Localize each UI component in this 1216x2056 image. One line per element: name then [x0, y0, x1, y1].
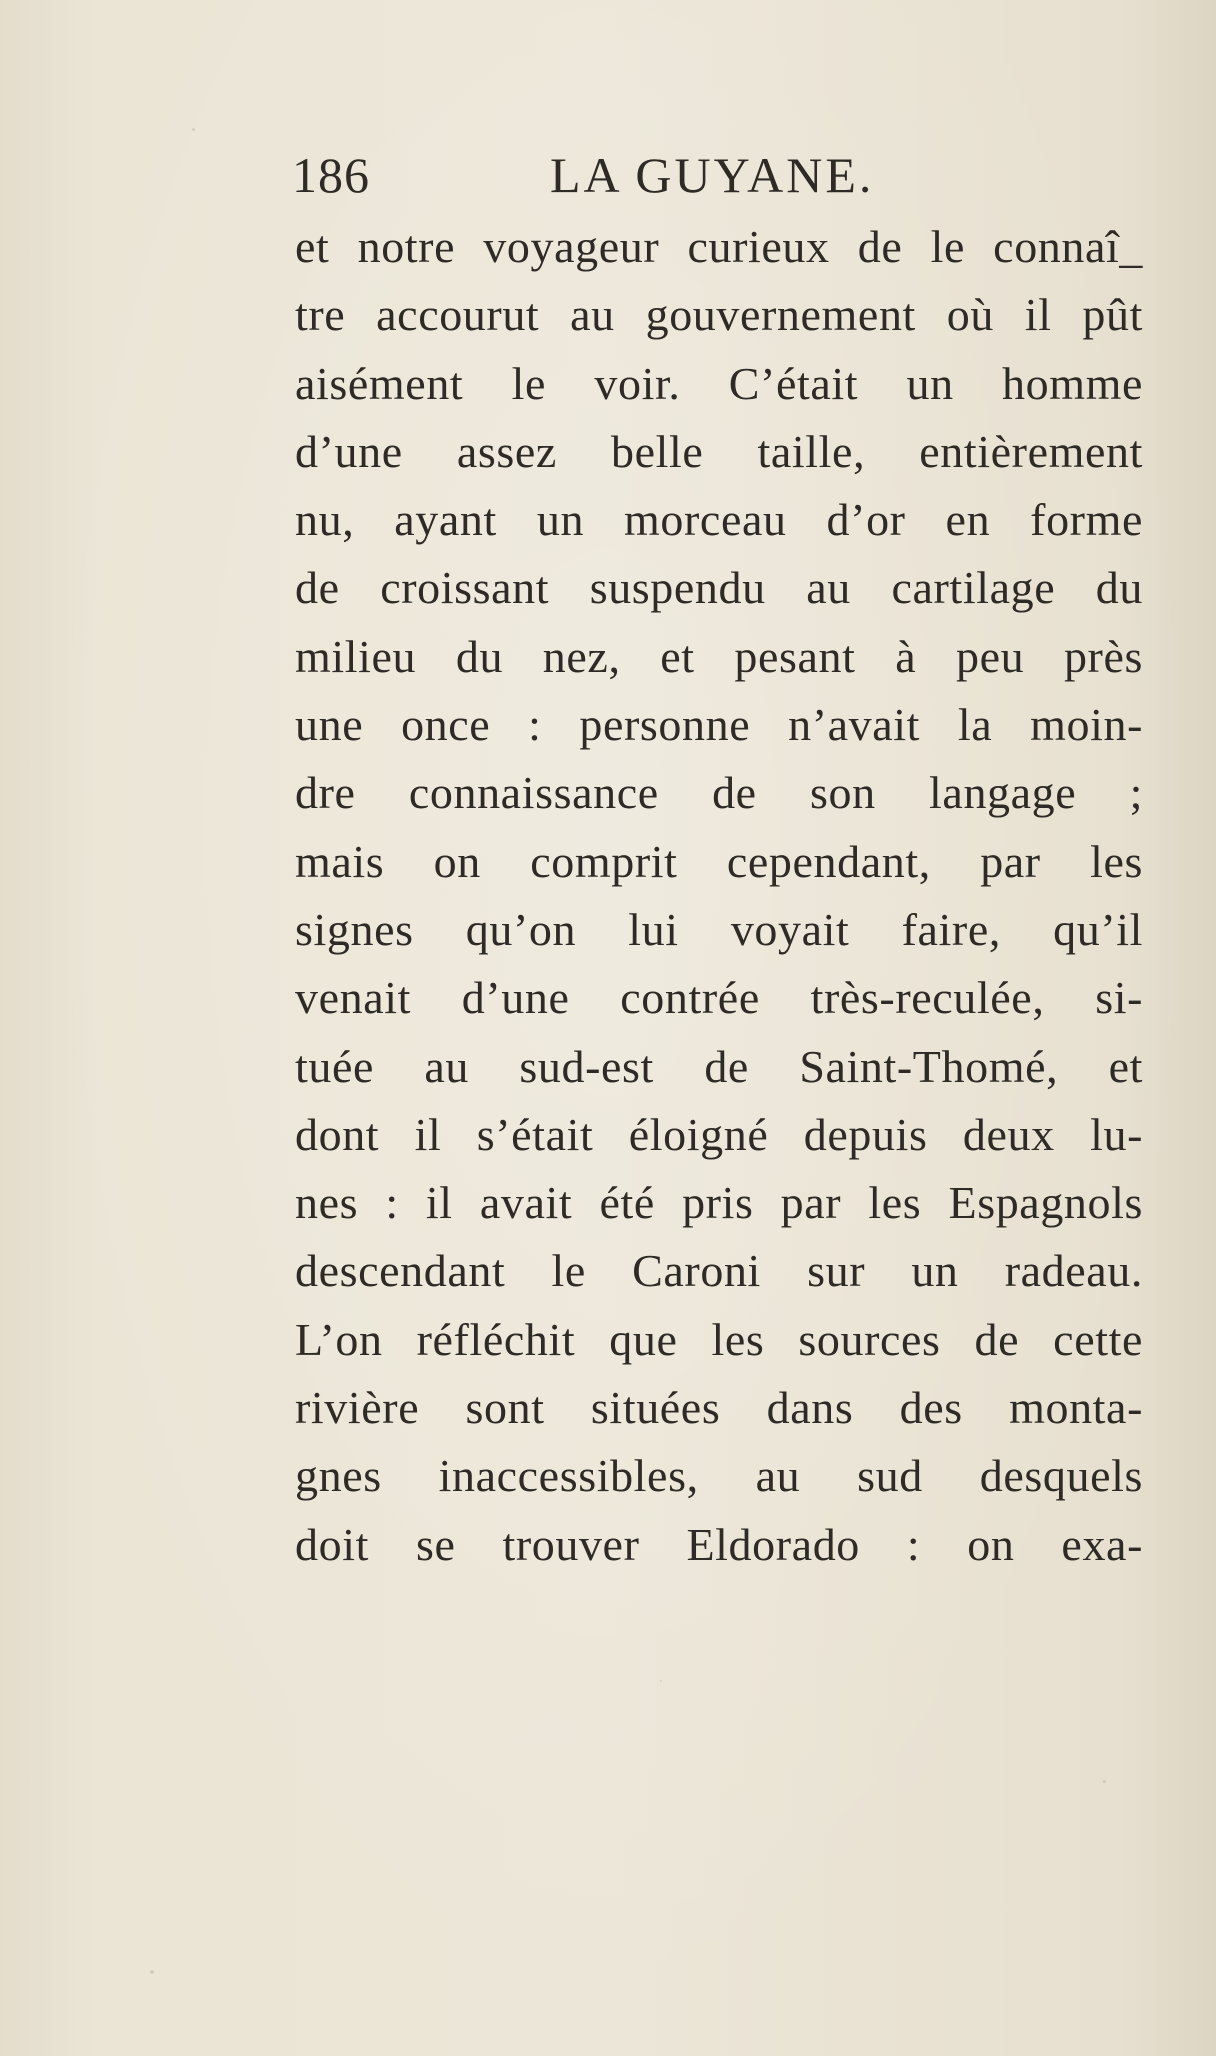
text-line: gnes inaccessibles, au sud desquels: [295, 1450, 1143, 1502]
text-line: rivière sont situées dans des monta-: [295, 1382, 1143, 1434]
page-number: 186: [292, 147, 370, 203]
text-line: nu, ayant un morceau d’or en forme: [295, 494, 1143, 546]
running-head: LA GUYANE.: [550, 147, 875, 203]
text-line: d’une assez belle taille, entièrement: [295, 425, 1143, 477]
text-line: une once : personne n’avait la moin-: [295, 699, 1143, 751]
text-line: tuée au sud-est de Saint-Thomé, et: [295, 1040, 1143, 1092]
paper-speck: [660, 1680, 662, 1682]
text-line: signes qu’on lui voyait faire, qu’il: [295, 903, 1143, 955]
paper-speck: [150, 1970, 154, 1974]
text-line: dre connaissance de son langage ;: [295, 767, 1143, 819]
text-line: mais on comprit cependant, par les: [295, 835, 1143, 887]
text-line: nes : il avait été pris par les Espagnols: [295, 1177, 1143, 1229]
text-line: tre accourut au gouvernement où il pût: [295, 289, 1143, 341]
text-line: dont il s’était éloigné depuis deux lu-: [295, 1108, 1143, 1160]
text-line: descendant le Caroni sur un radeau.: [295, 1245, 1143, 1297]
text-line: aisément le voir. C’était un homme: [295, 357, 1143, 409]
text-line: L’on réfléchit que les sources de cette: [295, 1313, 1143, 1365]
text-line: de croissant suspendu au cartilage du: [295, 562, 1143, 614]
paper-speck: [1103, 1780, 1106, 1783]
page-header: [292, 140, 1152, 210]
paper-speck: [192, 128, 195, 131]
text-line: milieu du nez, et pesant à peu près: [295, 630, 1143, 682]
text-line: doit se trouver Eldorado : on exa-: [295, 1518, 1143, 1570]
body-text: [295, 213, 1143, 1579]
text-line: et notre voyageur curieux de le connaî_: [295, 221, 1143, 272]
text-line: venait d’une contrée très-reculée, si-: [295, 972, 1143, 1024]
